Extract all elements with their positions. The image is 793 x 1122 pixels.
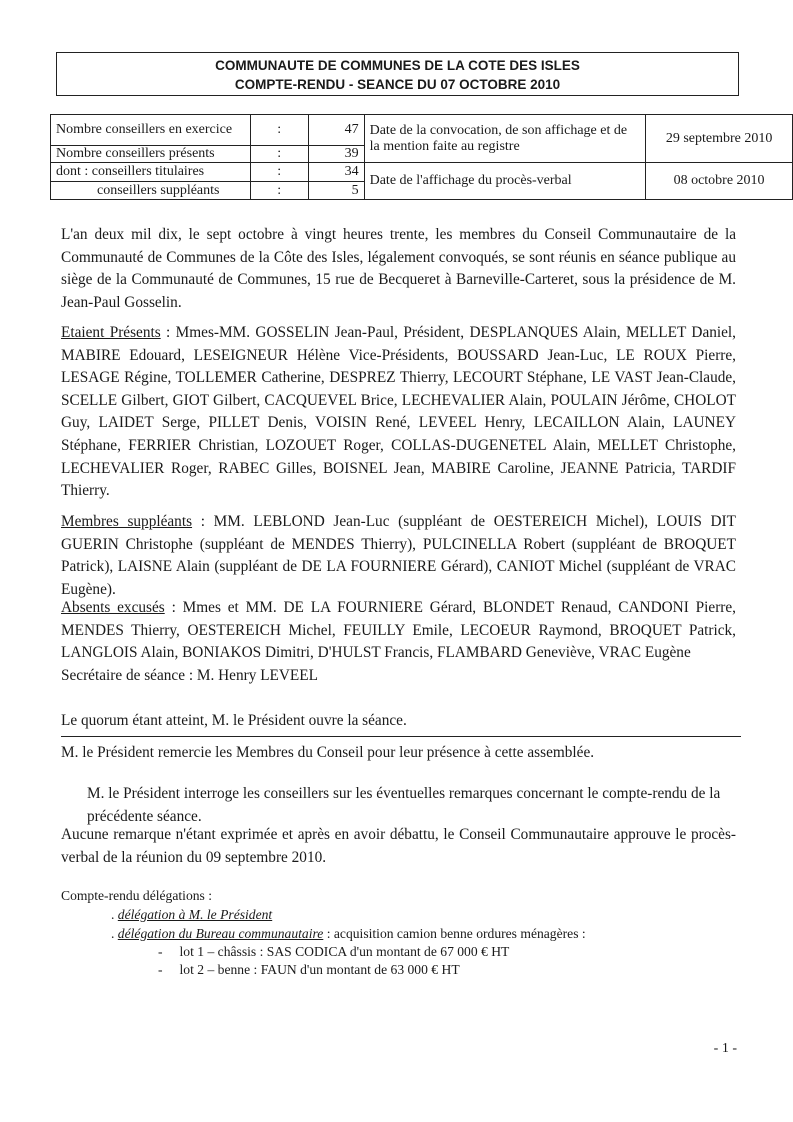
secretaire-line: Secrétaire de séance : M. Henry LEVEEL <box>61 667 318 684</box>
stat-sep: : <box>250 146 308 163</box>
affichage-label: Date de l'affichage du procès-verbal <box>364 163 646 200</box>
absents-label: Absents excusés <box>61 599 165 616</box>
lot-item-1: - lot 1 – châssis : SAS CODICA d'un montant de 67 000 € HT <box>158 944 510 959</box>
stat-label-exercice: Nombre conseillers en exercice <box>51 115 251 146</box>
document-title-box <box>56 52 739 96</box>
separator-rule <box>61 736 741 737</box>
suppleants-label: Membres suppléants <box>61 513 193 530</box>
stat-value-titulaires: 34 <box>308 163 364 182</box>
suppleants-paragraph <box>61 511 736 601</box>
presents-paragraph <box>61 322 736 503</box>
stat-sep: : <box>250 115 308 146</box>
document-subtitle: COMPTE-RENDU - SEANCE DU 07 OCTOBRE 2010 <box>234 77 561 92</box>
absents-text: : Mmes et MM. DE LA FOURNIERE Gérard, BLONDET Renaud, CANDONI Pierre, MENDES Thierry, OESTEREICH Michel, FEUILLY Emile, LECOEUR Raymond, BROQUET Patrick, LANGLOIS Alain, BONIAKOS Dimitri, D'HULST Francis, FLAMBARD Geneviève, VRAC Eugène <box>61 599 737 662</box>
stat-value-suppleants: 5 <box>308 182 364 200</box>
stat-sep: : <box>250 182 308 200</box>
convocation-label: Date de la convocation, de son affichage et de la mention faite au registre <box>364 115 646 163</box>
intro-paragraph: L'an deux mil dix, le sept octobre à vingt heures trente, les membres du Conseil Communautaire de la Communauté de Communes de la Côte des Isles, légalement convoqués, se sont réunis en séance publique au siège de la Communauté de Communes, 15 rue de Becqueret à Barneville-Carteret, sous la présidence de M. Jean-Paul Gosselin. <box>61 226 736 311</box>
remercie-line: M. le Président remercie les Membres du Conseil pour leur présence à cette assemblée. <box>61 744 595 761</box>
stats-table <box>50 114 793 200</box>
stat-value-presents: 39 <box>308 146 364 163</box>
absents-paragraph <box>61 597 736 665</box>
presents-label: Etaient Présents <box>61 324 161 341</box>
stat-label-presents: Nombre conseillers présents <box>51 146 251 163</box>
suppleants-text: : MM. LEBLOND Jean-Luc (suppléant de OESTEREICH Michel), LOUIS DIT GUERIN Christophe (suppléant de MENDES Thierry), PULCINELLA Robert (suppléant de BROQUET Patrick), LAISNE Alain (suppléant de DE LA FOURNIERE Gérard), CANIOT Michel (suppléant de VRAC Eugène). <box>61 513 736 598</box>
affichage-date: 08 octobre 2010 <box>646 163 793 200</box>
interroge-paragraph: M. le Président interroge les conseillers sur les éventuelles remarques concernant le compte-rendu de la précédente séance. <box>87 785 721 825</box>
quorum-line: Le quorum étant atteint, M. le Président ouvre la séance. <box>61 712 407 729</box>
delegations-heading: Compte-rendu délégations : <box>61 888 213 903</box>
delegation-bureau: . délégation du Bureau communautaire : acquisition camion benne ordures ménagères : <box>111 926 586 941</box>
stat-value-exercice: 47 <box>308 115 364 146</box>
presents-text: : Mmes-MM. GOSSELIN Jean-Paul, Président, DESPLANQUES Alain, MELLET Daniel, MABIRE Edouard, LESEIGNEUR Hélène Vice-Présidents, BOUSSARD Jean-Luc, LE ROUX Pierre, LESAGE Régine, TOLLEMER Catherine, DESPREZ Thierry, LECOURT Stéphane, LE VAST Jean-Claude, SCELLE Gilbert, GIOT Gilbert, CACQUEVEL Brice, LECHEVALIER Alain, POULAIN Jérôme, CHOLOT Guy, LAIDET Serge, PILLET Denis, VOISIN René, LEVEEL Henry, LECAILLON Alain, LAUNEY Stéphane, FERRIER Christian, LOZOUET Roger, COLLAS-DUGENETEL Alain, MELLET Christophe, LECHEVALIER Roger, RABEC Gilles, BOISNEL Jean, MABIRE Caroline, JEANNE Patricia, TARDIF Thierry. <box>61 324 736 500</box>
document-title: COMMUNAUTE DE COMMUNES DE LA COTE DES ISLES <box>215 58 580 73</box>
page-number: - 1 - <box>713 1041 737 1056</box>
stat-label-suppleants: conseillers suppléants <box>51 182 251 200</box>
lot-item-2: - lot 2 – benne : FAUN d'un montant de 63 000 € HT <box>158 962 460 977</box>
stat-sep: : <box>250 163 308 182</box>
delegation-president: . délégation à M. le Président <box>111 907 273 922</box>
approuve-paragraph: Aucune remarque n'étant exprimée et après en avoir débattu, le Conseil Communautaire approuve le procès-verbal de la réunion du 09 septembre 2010. <box>61 826 736 866</box>
stat-label-titulaires: dont : conseillers titulaires <box>51 163 251 182</box>
convocation-date: 29 septembre 2010 <box>646 115 793 163</box>
